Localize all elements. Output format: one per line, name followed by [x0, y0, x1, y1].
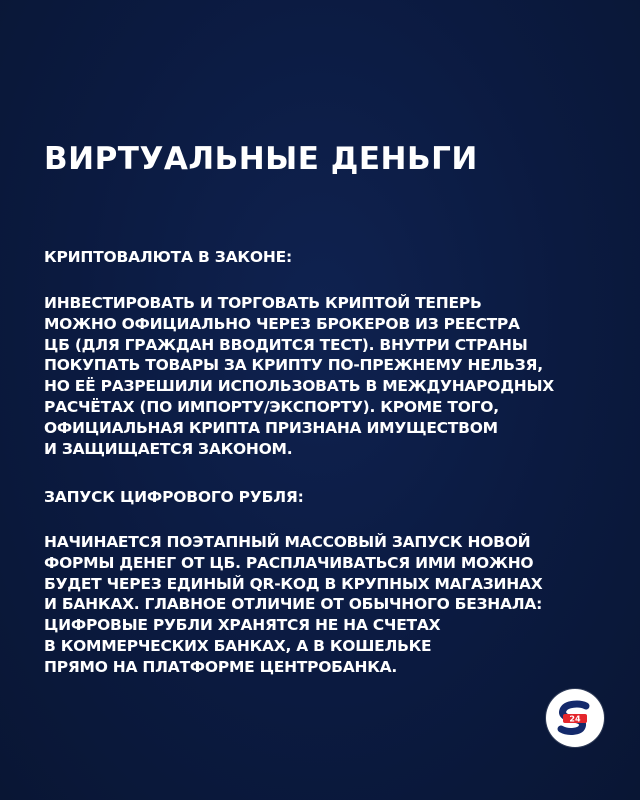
paragraph-line: РАСЧЁТАХ (ПО ИМПОРТУ/ЭКСПОРТУ). КРОМЕ ТОГО,: [44, 397, 499, 416]
paragraph-line: БУДЕТ ЧЕРЕЗ ЕДИНЫЙ QR-КОД В КРУПНЫХ МАГАЗИНАХ: [44, 574, 543, 593]
section-heading-digital-ruble: ЗАПУСК ЦИФРОВОГО РУБЛЯ:: [44, 488, 304, 506]
paragraph-line: ЦБ (ДЛЯ ГРАЖДАН ВВОДИТСЯ ТЕСТ). ВНУТРИ СТРАНЫ: [44, 335, 528, 354]
section-heading-crypto: КРИПТОВАЛЮТА В ЗАКОНЕ:: [44, 248, 292, 266]
paragraph-line: В КОММЕРЧЕСКИХ БАНКАХ, А В КОШЕЛЬКЕ: [44, 636, 432, 655]
paragraph-line: ЦИФРОВЫЕ РУБЛИ ХРАНЯТСЯ НЕ НА СЧЕТАХ: [44, 616, 441, 635]
logo-text: 24: [569, 714, 581, 724]
paragraph-line: ПОКУПАТЬ ТОВАРЫ ЗА КРИПТУ ПО-ПРЕЖНЕМУ НЕЛЬЗЯ,: [44, 356, 543, 375]
brand-logo-mark: [546, 689, 604, 747]
paragraph-line: И ЗАЩИЩАЕТСЯ ЗАКОНОМ.: [44, 439, 293, 458]
paragraph-crypto: [44, 293, 614, 459]
paragraph-digital-ruble: [44, 532, 614, 678]
page-title: ВИРТУАЛЬНЫЕ ДЕНЬГИ: [44, 141, 478, 177]
paragraph-line: И БАНКАХ. ГЛАВНОЕ ОТЛИЧИЕ ОТ ОБЫЧНОГО БЕЗНАЛА:: [44, 595, 543, 614]
paragraph-line: ПРЯМО НА ПЛАТФОРМЕ ЦЕНТРОБАНКА.: [44, 657, 397, 676]
brand-logo-icon: [546, 689, 604, 747]
paragraph-line: МОЖНО ОФИЦИАЛЬНО ЧЕРЕЗ БРОКЕРОВ ИЗ РЕЕСТРА: [44, 314, 520, 333]
paragraph-line: НО ЕЁ РАЗРЕШИЛИ ИСПОЛЬЗОВАТЬ В МЕЖДУНАРОДНЫХ: [44, 377, 555, 396]
paragraph-line: ИНВЕСТИРОВАТЬ И ТОРГОВАТЬ КРИПТОЙ ТЕПЕРЬ: [44, 294, 482, 312]
paragraph-line: НАЧИНАЕТСЯ ПОЭТАПНЫЙ МАССОВЫЙ ЗАПУСК НОВОЙ: [44, 533, 531, 551]
paragraph-line: ОФИЦИАЛЬНАЯ КРИПТА ПРИЗНАНА ИМУЩЕСТВОМ: [44, 418, 498, 437]
paragraph-line: ФОРМЫ ДЕНЕГ ОТ ЦБ. РАСПЛАЧИВАТЬСЯ ИМИ МОЖНО: [44, 553, 534, 572]
